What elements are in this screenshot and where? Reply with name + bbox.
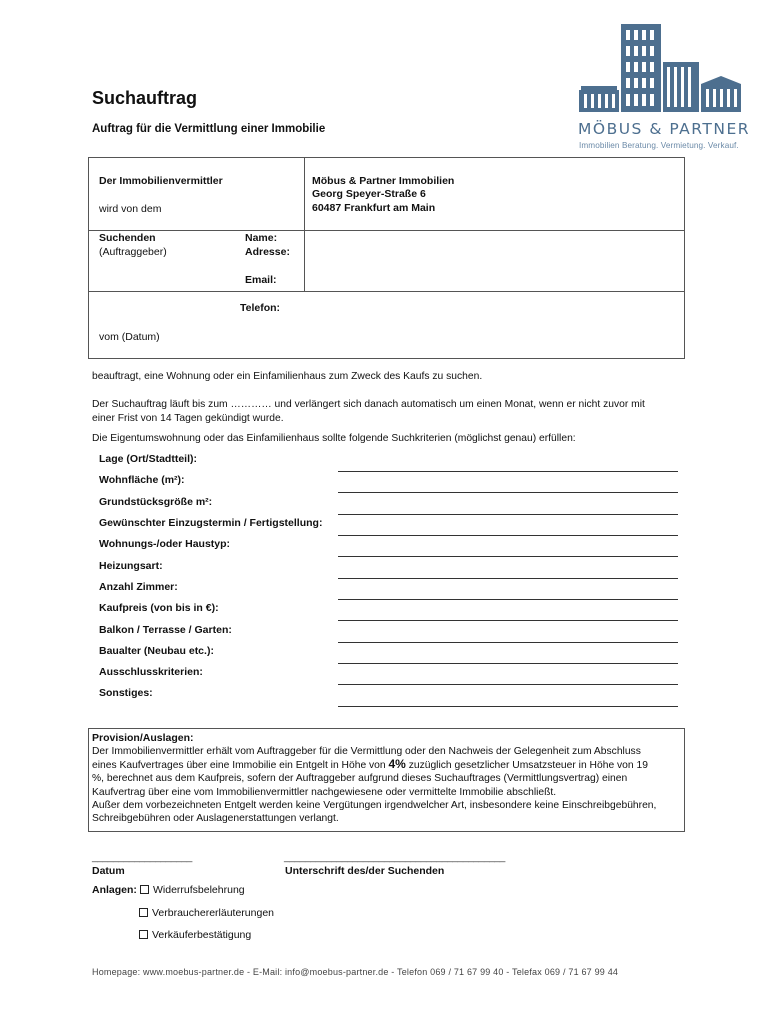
broker-city: 60487 Frankfurt am Main: [312, 202, 436, 214]
broker-street: Georg Speyer-Straße 6: [312, 188, 426, 200]
annex-item-verkaeufer[interactable]: [139, 929, 251, 941]
provision-text-part: zuzüglich gesetzlicher Umsatzsteuer in Höhe von 19: [405, 760, 648, 772]
table-divider: [304, 158, 305, 291]
provision-text: Der Immobilienvermittler erhält vom Auftraggeber für die Vermittlung oder den Nachweis der Gelegenheit zum Abschluss: [92, 746, 641, 757]
assignment-text: beauftragt, eine Wohnung oder ein Einfamilienhaus zum Zweck des Kaufs zu suchen.: [92, 371, 483, 382]
criteria-input-line[interactable]: [338, 492, 678, 493]
criteria-label: Lage (Ort/Stadtteil):: [99, 453, 198, 465]
annex-item-label: Verbrauchererläuterungen: [152, 907, 275, 919]
criteria-label: Gewünschter Einzugstermin / Fertigstellung:: [99, 517, 323, 529]
document-subtitle: Auftrag für die Vermittlung einer Immobilie: [92, 123, 326, 135]
criteria-label: Wohnungs-/oder Haustyp:: [99, 538, 231, 550]
criteria-label: Kaufpreis (von bis in €):: [99, 602, 219, 614]
brand-tagline: Immobilien Beratung. Vermietung. Verkauf.: [579, 141, 739, 150]
table-divider: [89, 291, 684, 292]
criteria-label: Balkon / Terrasse / Garten:: [99, 624, 232, 636]
annex-item-label: Widerrufsbelehrung: [153, 884, 245, 896]
criteria-input-line[interactable]: [338, 578, 678, 579]
date-signature-line[interactable]: ___________________: [92, 852, 192, 863]
annex-item-verbraucher[interactable]: [139, 907, 274, 919]
date-signature-label: Datum: [92, 865, 125, 877]
company-logo: [575, 22, 751, 157]
provision-text: Kaufvertrag über eine vom Immobilienvermittler nachgewiesene oder vermittelte Immobilie abschließt.: [92, 786, 557, 798]
broker-name: Möbus & Partner Immobilien: [312, 175, 455, 187]
client-sublabel: (Auftraggeber): [99, 246, 167, 258]
signature-line[interactable]: __________________________________________: [284, 852, 505, 863]
footer-contact: Homepage: www.moebus-partner.de - E-Mail: info@moebus-partner.de - Telefon 069 / 71 67 99 40 - Telefax 069 / 71 67 99 44: [92, 967, 619, 977]
criteria-label: Anzahl Zimmer:: [99, 581, 178, 593]
criteria-input-line[interactable]: [338, 642, 678, 643]
commission-rate: 4%: [388, 757, 406, 772]
provision-text: Außer dem vorbezeichneten Entgelt werden keine Vergütungen irgendwelcher Art, insbesondere keine Einschreibgebühren,: [92, 799, 657, 811]
criteria-label: Ausschlusskriterien:: [99, 666, 203, 678]
criteria-input-line[interactable]: [338, 706, 678, 707]
criteria-input-line[interactable]: [338, 535, 678, 536]
term-text-line2: einer Frist von 14 Tagen gekündigt wurde.: [92, 413, 284, 424]
building-skyline-icon: [577, 22, 745, 117]
broker-label: Der Immobilienvermittler: [99, 175, 223, 187]
criteria-input-line[interactable]: [338, 599, 678, 600]
client-label: Suchenden: [99, 232, 156, 244]
criteria-label: Sonstiges:: [99, 687, 153, 699]
phone-label: Telefon:: [240, 302, 281, 314]
table-divider: [89, 230, 684, 231]
signature-label: Unterschrift des/der Suchenden: [285, 865, 445, 877]
criteria-input-line[interactable]: [338, 684, 678, 685]
document-title: Suchauftrag: [92, 88, 198, 108]
checkbox-icon[interactable]: [139, 908, 148, 917]
provision-box: [88, 728, 685, 832]
criteria-input-line[interactable]: [338, 556, 678, 557]
provision-text-part: eines Kaufvertrages über eine Immobilie ein Entgelt in Höhe von: [92, 760, 389, 772]
checkbox-icon[interactable]: [139, 930, 148, 939]
brand-name: MÖBUS & PARTNER: [578, 120, 751, 138]
email-label: Email:: [245, 274, 277, 286]
by-label: wird von dem: [99, 203, 162, 215]
provision-text: %, berechnet aus dem Kaufpreis, sofern der Auftraggeber aufgrund dieses Suchauftrages (Vermittlungsvertrag) einen: [92, 773, 628, 785]
provision-title: Provision/Auslagen:: [92, 732, 194, 744]
annex-item-label: Verkäuferbestätigung: [152, 929, 252, 941]
criteria-label: Grundstücksgröße m²:: [99, 496, 213, 508]
parties-table: [88, 157, 685, 359]
name-label: Name:: [245, 232, 278, 244]
provision-text: [92, 758, 681, 772]
term-text-line1: Der Suchauftrag läuft bis zum ………… und verlängert sich danach automatisch um einen Monat, wenn er nicht zuvor mit: [92, 399, 645, 410]
provision-text: Schreibgebühren oder Auslagenerstattungen verlangt.: [92, 813, 339, 825]
criteria-input-line[interactable]: [338, 620, 678, 621]
criteria-label: Heizungsart:: [99, 560, 163, 572]
address-label: Adresse:: [245, 246, 290, 258]
criteria-input-line[interactable]: [338, 663, 678, 664]
checkbox-icon[interactable]: [140, 885, 149, 894]
date-label: vom (Datum): [99, 331, 160, 343]
annex-item-widerruf[interactable]: [140, 884, 245, 896]
criteria-input-line[interactable]: [338, 471, 678, 472]
criteria-label: Wohnfläche (m²):: [99, 474, 185, 486]
annex-label: Anlagen:: [92, 884, 137, 896]
criteria-label: Baualter (Neubau etc.):: [99, 645, 214, 657]
criteria-intro: Die Eigentumswohnung oder das Einfamilienhaus sollte folgende Suchkriterien (möglichst genau) erfüllen:: [92, 433, 576, 444]
criteria-input-line[interactable]: [338, 514, 678, 515]
